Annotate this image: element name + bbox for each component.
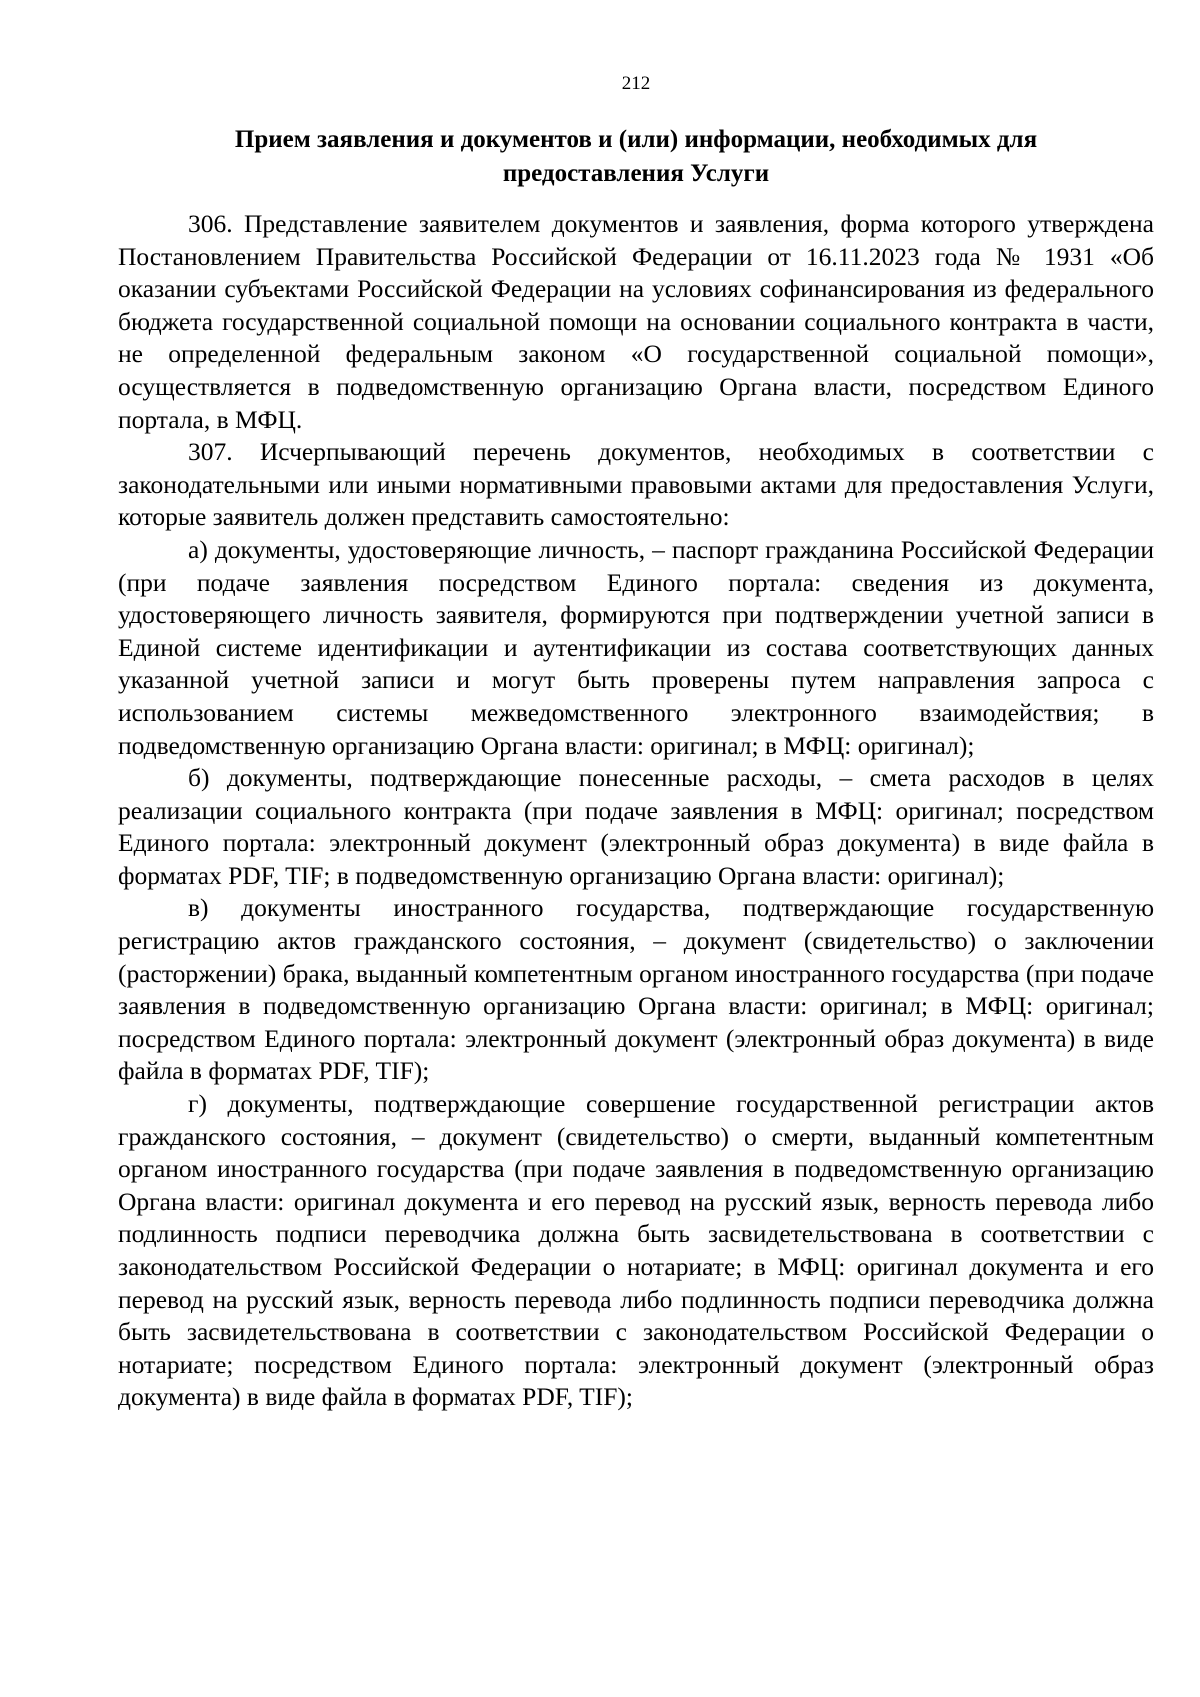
paragraph-item-a: а) документы, удостоверяющие личность, – паспорт гражданина Российской Федерации (при подаче заявления посредством Единого портала: сведения из документа, удостоверяющего личность заявителя, формируются при подтверждении учетной записи в Единой системе идентификации и аутентификации из состава соответствующих данных указанной учетной записи и могут быть проверены путем направления запроса с использованием системы межведомственного электронного взаимодействия; в подведомственную организацию Органа власти: оригинал; в МФЦ: оригинал); [118,534,1154,760]
paragraph-item-g: г) документы, подтверждающие совершение государственной регистрации актов гражданского состояния, – документ (свидетельство) о смерти, выданный компетентным органом иностранного государства (при подаче заявления в подведомственную организацию Органа власти: оригинал документа и его перевод на русский язык, верность перевода либо подлинность подписи переводчика должна быть засвидетельствована в соответствии с законодательством Российской Федерации о нотариате; в МФЦ: оригинал документа и его перевод на русский язык, верность перевода либо подлинность подписи переводчика должна быть засвидетельствована в соответствии с законодательством Российской Федерации о нотариате; посредством Единого портала: электронный документ (электронный образ документа) в виде файла в форматах PDF, TIF); [118,1089,1154,1412]
paragraph-item-v: в) документы иностранного государства, подтверждающие государственную регистрацию актов гражданского состояния, – документ (свидетельство) о заключении (расторжении) брака, выданный компетентным органом иностранного государства (при подаче заявления в подведомственную организацию Органа власти: оригинал; в МФЦ: оригинал; посредством Единого портала: электронный документ (электронный образ документа) в виде файла в форматах PDF, TIF); [118,893,1154,1086]
section-title [118,123,1154,191]
paragraph-item-b: б) документы, подтверждающие понесенные расходы, – смета расходов в целях реализации социального контракта (при подаче заявления в МФЦ: оригинал; посредством Единого портала: электронный документ (электронный образ документа) в виде файла в форматах PDF, TIF; в подведомственную организацию Органа власти: оригинал); [118,763,1154,890]
body-text [118,208,1154,1414]
page-number: 212 [621,73,651,94]
paragraph-306: 306. Представление заявителем документов и заявления, форма которого утверждена Постановлением Правительства Российской Федерации от 16.11.2023 года № 1931 «Об оказании субъектами Российской Федерации на условиях софинансирования из федерального бюджета государственной социальной помощи на основании социального контракта в части, не определенной федеральным законом «О государственной социальной помощи», осуществляется в подведомственную организацию Органа власти, посредством Единого портала, в МФЦ. [118,209,1154,434]
paragraph-307: 307. Исчерпывающий перечень документов, необходимых в соответствии с законодательными или иными нормативными правовыми актами для предоставления Услуги, которые заявитель должен представить самостоятельно: [118,437,1154,532]
section-title-line-1: Прием заявления и документов и (или) информации, необходимых для [234,126,1038,153]
section-title-line-2: предоставления Услуги [502,160,770,187]
